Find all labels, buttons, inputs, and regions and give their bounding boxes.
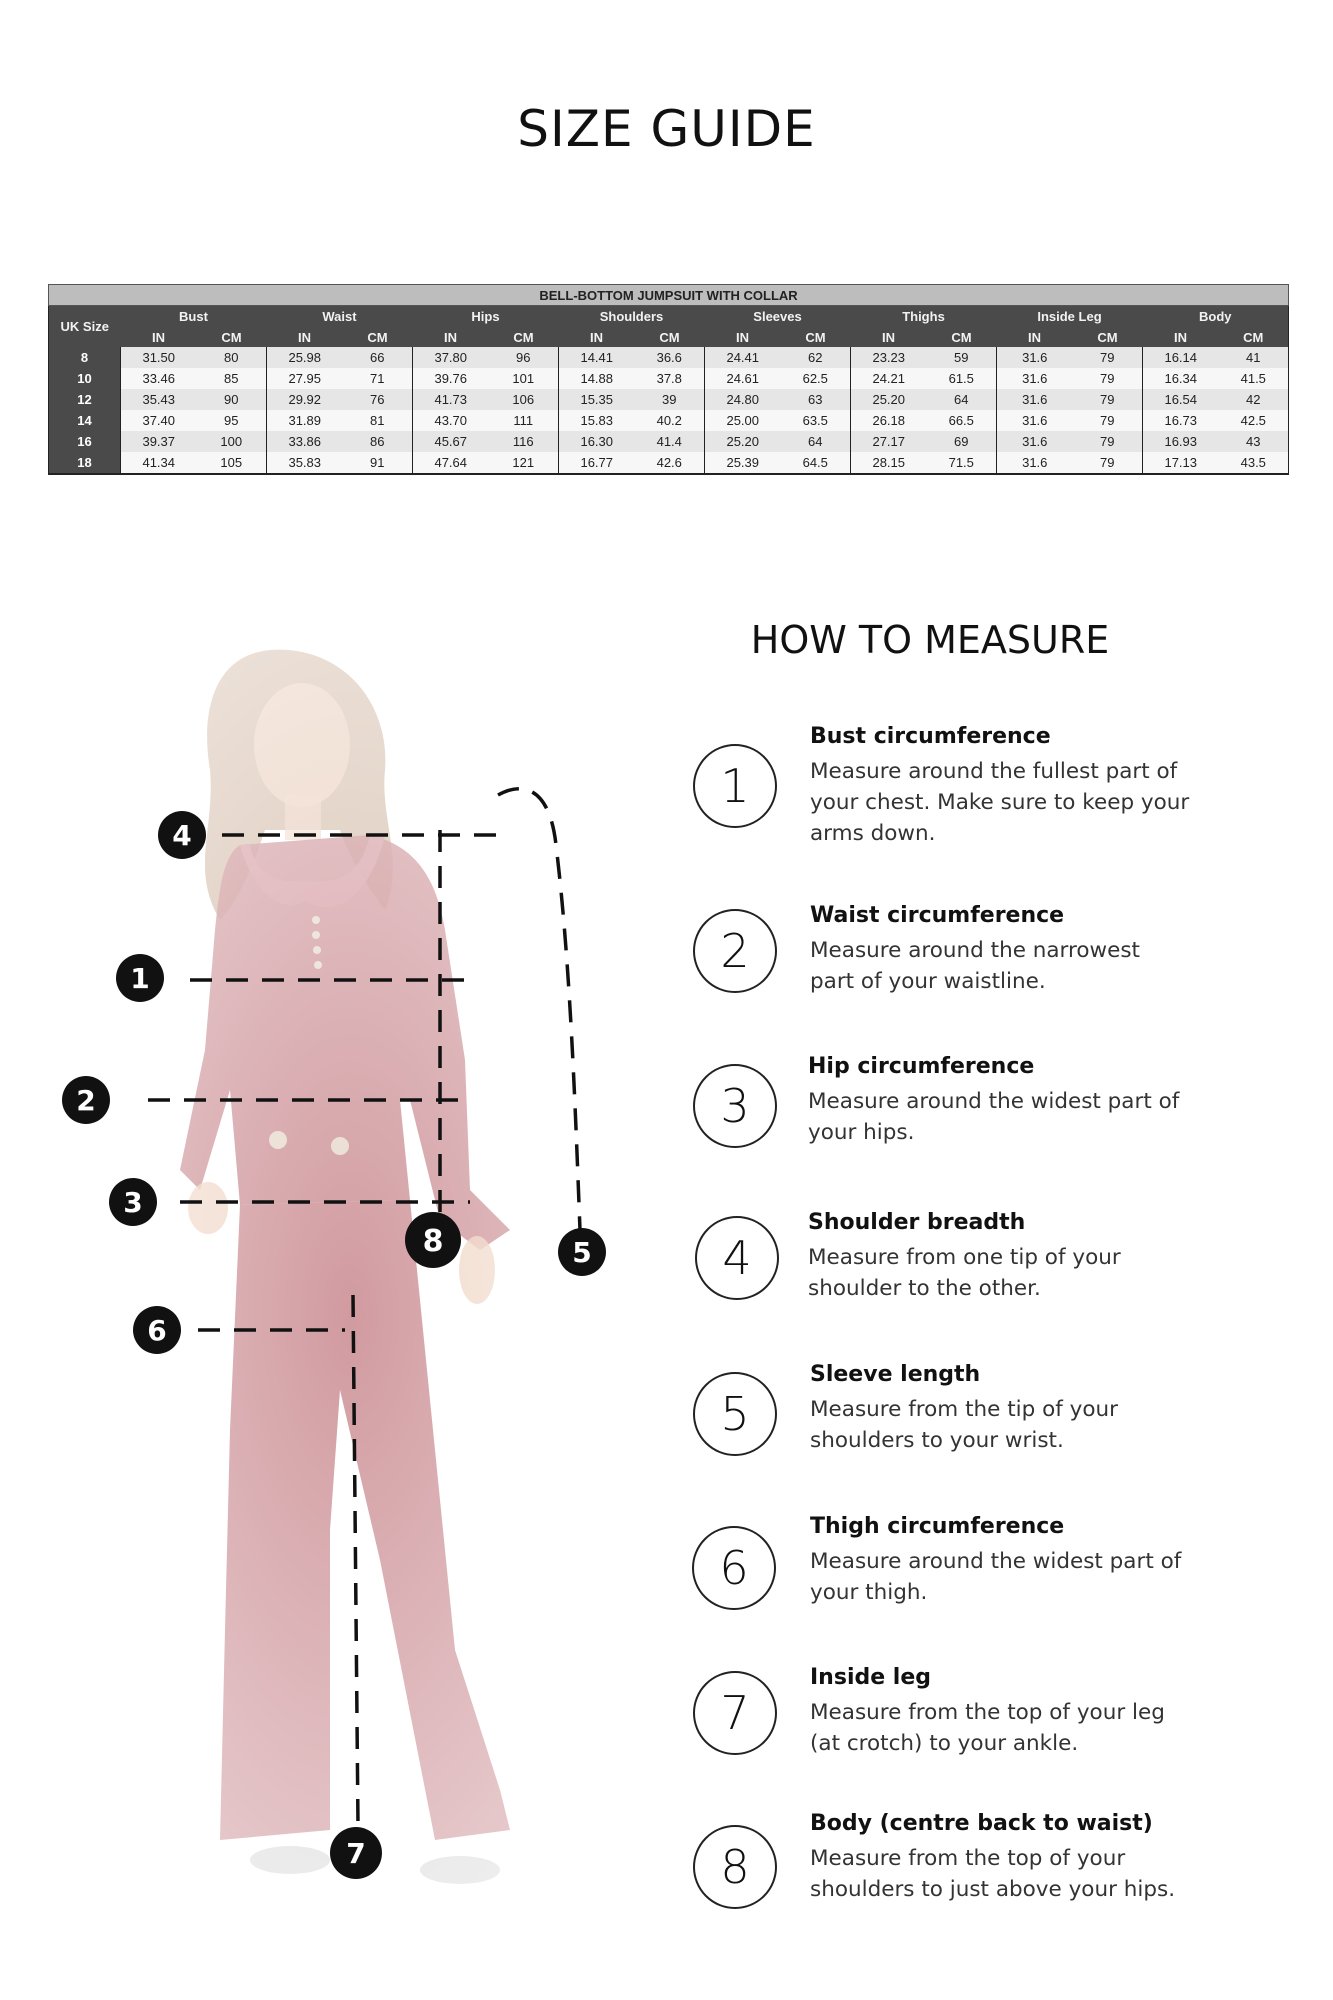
table-cell: 41 xyxy=(1219,347,1289,368)
table-cell: 71.5 xyxy=(927,452,997,474)
table-cell: 66 xyxy=(343,347,413,368)
unit-header: CM xyxy=(489,327,559,347)
table-cell: 16.34 xyxy=(1143,368,1219,389)
table-cell: 15.35 xyxy=(559,389,635,410)
unit-header: IN xyxy=(1143,327,1219,347)
model-illustration xyxy=(40,630,660,2000)
table-cell: 121 xyxy=(489,452,559,474)
step-text: Measure from the top of your shoulders to just above your hips. xyxy=(810,1846,1176,1902)
table-cell: 85 xyxy=(197,368,267,389)
table-cell: 81 xyxy=(343,410,413,431)
column-group-header: Sleeves xyxy=(705,306,851,328)
svg-text:6: 6 xyxy=(147,1314,167,1347)
table-cell: 37.80 xyxy=(413,347,489,368)
table-cell: 42.5 xyxy=(1219,410,1289,431)
step-title: Bust circumference xyxy=(810,724,1051,749)
table-cell: 64 xyxy=(927,389,997,410)
table-cell: 16.54 xyxy=(1143,389,1219,410)
table-cell: 31.6 xyxy=(997,368,1073,389)
table-cell: 27.17 xyxy=(851,431,927,452)
step-inside-leg xyxy=(690,1665,1290,1815)
table-cell: 43.5 xyxy=(1219,452,1289,474)
table-row xyxy=(49,347,1289,368)
size-cell: 10 xyxy=(49,368,121,389)
marker-4 xyxy=(158,811,206,859)
table-cell: 61.5 xyxy=(927,368,997,389)
step-hip xyxy=(690,1054,1290,1204)
table-cell: 64 xyxy=(781,431,851,452)
step-title: Waist circumference xyxy=(810,903,1065,928)
column-group-header: Waist xyxy=(267,306,413,328)
unit-header: IN xyxy=(413,327,489,347)
table-cell: 23.23 xyxy=(851,347,927,368)
unit-header: IN xyxy=(121,327,197,347)
column-group-header: Hips xyxy=(413,306,559,328)
step-text: Measure around the narrowest part of your waistline. xyxy=(810,938,1140,994)
table-cell: 69 xyxy=(927,431,997,452)
table-cell: 45.67 xyxy=(413,431,489,452)
table-cell: 33.86 xyxy=(267,431,343,452)
marker-3 xyxy=(109,1178,157,1226)
table-cell: 16.73 xyxy=(1143,410,1219,431)
table-cell: 62.5 xyxy=(781,368,851,389)
table-cell: 86 xyxy=(343,431,413,452)
size-cell: 12 xyxy=(49,389,121,410)
page-title: SIZE GUIDE xyxy=(517,100,816,158)
table-cell: 66.5 xyxy=(927,410,997,431)
unit-header: IN xyxy=(705,327,781,347)
table-cell: 105 xyxy=(197,452,267,474)
table-cell: 35.43 xyxy=(121,389,197,410)
table-cell: 79 xyxy=(1073,410,1143,431)
table-cell: 79 xyxy=(1073,431,1143,452)
svg-text:4: 4 xyxy=(172,819,192,852)
unit-header: CM xyxy=(1219,327,1289,347)
step-number-circle: 1 xyxy=(693,744,777,828)
table-cell: 64.5 xyxy=(781,452,851,474)
table-cell: 39 xyxy=(635,389,705,410)
marker-1 xyxy=(116,954,164,1002)
table-row xyxy=(49,452,1289,474)
step-sleeve xyxy=(690,1362,1290,1512)
step-title: Sleeve length xyxy=(810,1362,981,1387)
measurement-figure xyxy=(40,630,660,2000)
svg-text:3: 3 xyxy=(123,1186,143,1219)
unit-header: IN xyxy=(559,327,635,347)
unit-header: CM xyxy=(343,327,413,347)
table-cell: 42.6 xyxy=(635,452,705,474)
table-cell: 31.89 xyxy=(267,410,343,431)
table-cell: 24.21 xyxy=(851,368,927,389)
svg-text:2: 2 xyxy=(76,1084,96,1117)
table-cell: 116 xyxy=(489,431,559,452)
marker-8 xyxy=(405,1212,461,1268)
table-cell: 16.30 xyxy=(559,431,635,452)
step-number-circle: 5 xyxy=(693,1372,777,1456)
table-cell: 25.00 xyxy=(705,410,781,431)
table-cell: 39.37 xyxy=(121,431,197,452)
step-number-circle: 3 xyxy=(693,1064,777,1148)
table-cell: 41.73 xyxy=(413,389,489,410)
marker-6 xyxy=(133,1306,181,1354)
table-cell: 31.6 xyxy=(997,452,1073,474)
step-text: Measure around the widest part of your hips. xyxy=(808,1089,1180,1145)
table-cell: 40.2 xyxy=(635,410,705,431)
table-cell: 39.76 xyxy=(413,368,489,389)
unit-header: CM xyxy=(197,327,267,347)
table-cell: 31.50 xyxy=(121,347,197,368)
step-title: Body (centre back to waist) xyxy=(810,1811,1153,1836)
table-cell: 41.4 xyxy=(635,431,705,452)
table-cell: 76 xyxy=(343,389,413,410)
table-cell: 16.93 xyxy=(1143,431,1219,452)
step-title: Hip circumference xyxy=(808,1054,1035,1079)
step-shoulder xyxy=(690,1210,1290,1360)
step-title: Inside leg xyxy=(810,1665,932,1690)
step-body xyxy=(690,1811,1290,1961)
step-waist xyxy=(690,903,1290,1053)
step-text: Measure from one tip of your shoulder to the other. xyxy=(808,1245,1121,1301)
step-text: Measure from the tip of your shoulders to your wrist. xyxy=(810,1397,1118,1453)
table-cell: 79 xyxy=(1073,389,1143,410)
table-cell: 25.20 xyxy=(705,431,781,452)
step-number-circle: 4 xyxy=(695,1216,779,1300)
table-row xyxy=(49,368,1289,389)
table-cell: 101 xyxy=(489,368,559,389)
column-group-header: Body xyxy=(1143,306,1289,328)
size-table xyxy=(48,284,1289,475)
table-cell: 15.83 xyxy=(559,410,635,431)
table-row xyxy=(49,389,1289,410)
size-cell: 8 xyxy=(49,347,121,368)
column-group-header: Thighs xyxy=(851,306,997,328)
step-number-circle: 6 xyxy=(692,1526,776,1610)
table-cell: 47.64 xyxy=(413,452,489,474)
table-cell: 16.77 xyxy=(559,452,635,474)
column-group-header: Shoulders xyxy=(559,306,705,328)
step-text: Measure around the fullest part of your chest. Make sure to keep your arms down. xyxy=(810,759,1190,846)
table-cell: 24.80 xyxy=(705,389,781,410)
unit-header: IN xyxy=(997,327,1073,347)
table-row xyxy=(49,431,1289,452)
uk-size-header: UK Size xyxy=(49,306,121,348)
table-cell: 43 xyxy=(1219,431,1289,452)
table-cell: 29.92 xyxy=(267,389,343,410)
table-row xyxy=(49,410,1289,431)
table-cell: 90 xyxy=(197,389,267,410)
step-title: Thigh circumference xyxy=(810,1514,1065,1539)
table-cell: 14.41 xyxy=(559,347,635,368)
unit-header: CM xyxy=(1073,327,1143,347)
table-cell: 79 xyxy=(1073,452,1143,474)
table-cell: 71 xyxy=(343,368,413,389)
size-cell: 14 xyxy=(49,410,121,431)
table-cell: 25.20 xyxy=(851,389,927,410)
table-cell: 24.41 xyxy=(705,347,781,368)
unit-header: IN xyxy=(851,327,927,347)
svg-text:8: 8 xyxy=(422,1224,444,1259)
table-cell: 33.46 xyxy=(121,368,197,389)
table-cell: 91 xyxy=(343,452,413,474)
table-cell: 31.6 xyxy=(997,431,1073,452)
table-cell: 26.18 xyxy=(851,410,927,431)
svg-text:5: 5 xyxy=(572,1236,592,1269)
table-cell: 80 xyxy=(197,347,267,368)
step-number-circle: 7 xyxy=(693,1671,777,1755)
table-cell: 111 xyxy=(489,410,559,431)
size-cell: 18 xyxy=(49,452,121,474)
table-cell: 27.95 xyxy=(267,368,343,389)
table-cell: 25.39 xyxy=(705,452,781,474)
column-group-header: Inside Leg xyxy=(997,306,1143,328)
table-cell: 43.70 xyxy=(413,410,489,431)
unit-header: CM xyxy=(781,327,851,347)
table-cell: 79 xyxy=(1073,368,1143,389)
table-cell: 37.8 xyxy=(635,368,705,389)
unit-header: CM xyxy=(927,327,997,347)
table-cell: 62 xyxy=(781,347,851,368)
step-thigh xyxy=(690,1514,1290,1664)
table-cell: 41.34 xyxy=(121,452,197,474)
table-cell: 96 xyxy=(489,347,559,368)
table-cell: 100 xyxy=(197,431,267,452)
step-number-circle: 2 xyxy=(693,909,777,993)
table-cell: 35.83 xyxy=(267,452,343,474)
table-cell: 42 xyxy=(1219,389,1289,410)
how-to-measure-title: HOW TO MEASURE xyxy=(750,618,1110,662)
table-cell: 25.98 xyxy=(267,347,343,368)
table-cell: 106 xyxy=(489,389,559,410)
step-text: Measure from the top of your leg (at crotch) to your ankle. xyxy=(810,1700,1165,1756)
table-cell: 95 xyxy=(197,410,267,431)
table-cell: 28.15 xyxy=(851,452,927,474)
table-cell: 37.40 xyxy=(121,410,197,431)
table-cell: 31.6 xyxy=(997,410,1073,431)
unit-header: IN xyxy=(267,327,343,347)
step-title: Shoulder breadth xyxy=(808,1210,1026,1235)
table-cell: 17.13 xyxy=(1143,452,1219,474)
svg-text:1: 1 xyxy=(130,962,150,995)
column-group-header: Bust xyxy=(121,306,267,328)
table-cell: 24.61 xyxy=(705,368,781,389)
table-caption: BELL-BOTTOM JUMPSUIT WITH COLLAR xyxy=(49,285,1289,306)
svg-text:7: 7 xyxy=(346,1837,366,1870)
table-cell: 59 xyxy=(927,347,997,368)
step-bust xyxy=(690,720,1290,870)
unit-header: CM xyxy=(635,327,705,347)
size-cell: 16 xyxy=(49,431,121,452)
table-cell: 16.14 xyxy=(1143,347,1219,368)
table-cell: 79 xyxy=(1073,347,1143,368)
marker-7 xyxy=(330,1827,382,1879)
table-cell: 31.6 xyxy=(997,347,1073,368)
marker-2 xyxy=(62,1076,110,1124)
step-number-circle: 8 xyxy=(693,1825,777,1909)
step-text: Measure around the widest part of your thigh. xyxy=(810,1549,1182,1605)
table-cell: 41.5 xyxy=(1219,368,1289,389)
table-cell: 63 xyxy=(781,389,851,410)
table-cell: 63.5 xyxy=(781,410,851,431)
marker-5 xyxy=(558,1228,606,1276)
table-cell: 36.6 xyxy=(635,347,705,368)
table-cell: 31.6 xyxy=(997,389,1073,410)
table-cell: 14.88 xyxy=(559,368,635,389)
